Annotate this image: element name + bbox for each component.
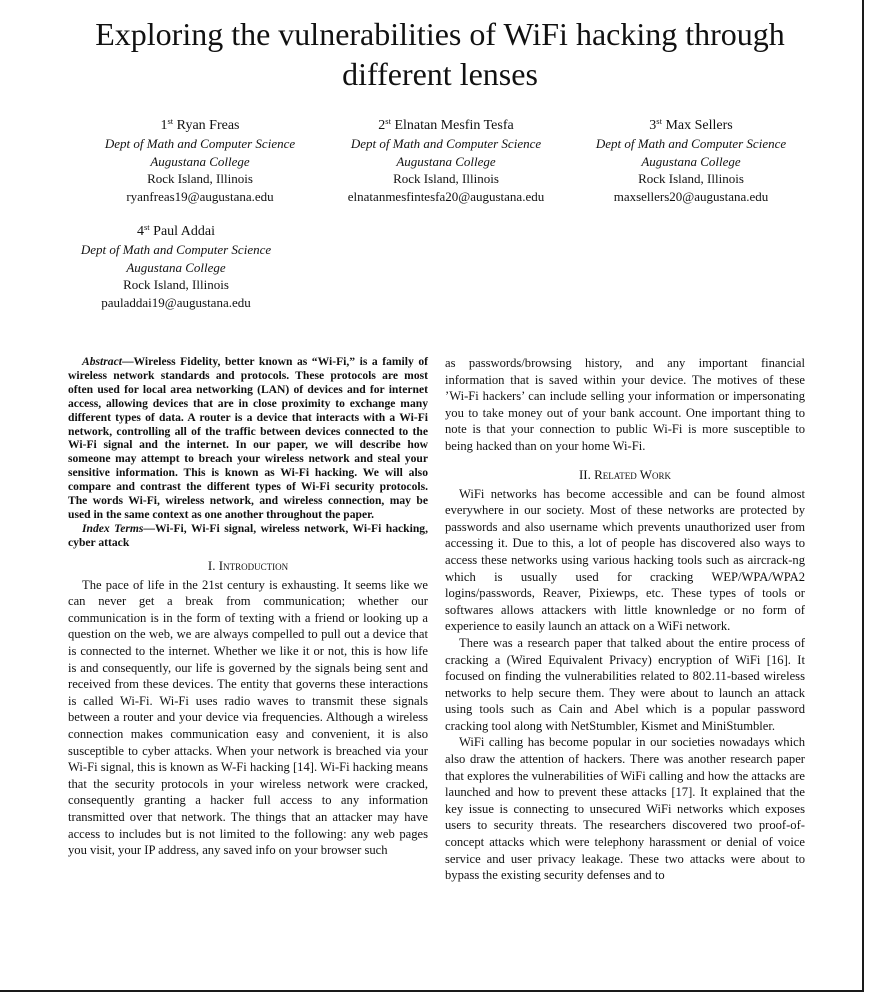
paper-title: Exploring the vulnerabilities of WiFi hacking through different lenses — [95, 16, 785, 92]
abstract — [68, 355, 428, 522]
author-email: ryanfreas19@augustana.edu — [126, 188, 274, 204]
author-block-4 — [56, 222, 296, 311]
author-college: Augustana College — [396, 153, 496, 169]
section-heading-related-work: II. Related Work — [578, 466, 672, 482]
introduction-continuation: as passwords/browsing history, and any important financial information that is saved within your device. The motives of these ’Wi-Fi hackers’ can include selling your information or impersonating you to take money out of your bank account. One important thing to note is that your connection to public Wi-Fi is more susceptible to being hacked than on your home Wi-Fi. — [445, 356, 805, 453]
author-email: pauladdai19@augustana.edu — [101, 294, 251, 310]
related-work-paragraph-3: WiFi calling has become popular in our societies nowadays which also draw the attention of hackers. There was another research paper that explores the vulnerabilities of WiFi calling and how the attacks are launched and how to prevent these attacks [17]. It explained that the key issue is connecting to unsecured WiFi networks which exposes users to security threats. The researchers discovered two proof-of-concept attacks which were telephony harassment or denial of voice service and user privacy leakage. These two attacks were about to bypass the existing security defenses and to — [445, 735, 805, 883]
author-name: 3st Max Sellers — [649, 116, 733, 133]
right-column — [445, 355, 805, 884]
author-dept: Dept of Math and Computer Science — [595, 136, 787, 151]
related-work-paragraph-1: WiFi networks has become accessible and can be found almost everywhere in our society. Most of these networks are protected by passwords and also username which prevents unauthorized user from accessing it. Due to this, a lot of people has discovered also ways to access these networks using various hacking tools such as aircrack-ng which is usually used for cracking WEP/WPA/WPA2 logins/passwords, Reaver, Pixiewps, etc. These types of tools or softwares allows attackers with little knownledge or no form of experience to easily launch an attack on a WiFi network. — [445, 486, 805, 634]
abstract-text: —Wireless Fidelity, better known as “Wi-Fi,” is a family of wireless network standards and protocols. These protocols are most often used for local area networking (LAN) of devices and for internet access, allowing devices that are in close proximity to exchange many different types of data. A router is a device that interacts with a Wi-Fi network, controlling all of the traffic between devices connected to the Wi-Fi signal and the internet. In our paper, we will describe how someone may attempt to breach your wireless network and steal your sensitive information. This is known as Wi-Fi hacking. We will also compare and contrast the different types of Wi-Fi security protocols. The words Wi-Fi, wireless network, and wireless connection, may be used in the same context as one another throughout the paper. — [68, 355, 428, 521]
author-college: Augustana College — [150, 153, 250, 169]
abstract-label: Abstract — [82, 355, 122, 368]
index-terms — [68, 522, 428, 550]
author-block-3 — [571, 116, 811, 205]
related-work-paragraph-2: There was a research paper that talked about the entire process of cracking a (Wired Equivalent Privacy) encryption of WiFi [16]. It focused on finding the vulnerabilities related to 802.11-based wireless networks to help secure them. They were about to launch an attack using tools such as Cain and Abel which is a popular password cracking tool along with NetStumbler, Kismet and MiniStumbler. — [445, 635, 805, 733]
author-block-1 — [80, 116, 320, 205]
author-name: 1st Ryan Freas — [160, 116, 240, 133]
index-terms-text: —Wi-Fi, Wi-Fi signal, wireless network, Wi-Fi hacking, cyber attack — [68, 521, 428, 549]
author-college: Augustana College — [126, 259, 226, 275]
author-location: Rock Island, Illinois — [638, 171, 744, 186]
author-dept: Dept of Math and Computer Science — [350, 136, 542, 151]
author-location: Rock Island, Illinois — [393, 171, 499, 186]
author-college: Augustana College — [641, 153, 741, 169]
author-name: 4st Paul Addai — [136, 222, 215, 239]
left-column — [68, 355, 428, 859]
author-dept: Dept of Math and Computer Science — [80, 242, 272, 257]
index-terms-label: Index Terms — [82, 521, 144, 535]
introduction-paragraph: The pace of life in the 21st century is exhausting. It seems like we can never get a break from communication; whether our communication is in the form of texting with a friend or looking up a question on the web, we are always compelled to pull out a device that is connected to the internet. Whether we like it or not, this is how life is and consequently, our life is governed by the signals being sent and received from these devices. The entity that governs these interactions is called Wi-Fi. Wi-Fi uses radio waves to transmit these signals between a router and your device via frequencies. Although a wireless connection makes communication easy and convenient, it is also susceptible to cyber attacks. When your network is breached via your Wi-Fi signal, this is known as W-Fi hacking [14]. Wi-Fi hacking means that the security protocols in your wireless network were cracked, consequently granting a hacker full access to any information transmitted over that network. The things that an attacker may have access to includes but is not limited to the following: any web pages you visit, your IP address, any saved info on your browser such — [68, 577, 428, 858]
author-email: maxsellers20@augustana.edu — [613, 188, 769, 204]
section-heading-introduction: I. Introduction — [207, 557, 289, 573]
author-location: Rock Island, Illinois — [147, 171, 253, 186]
author-dept: Dept of Math and Computer Science — [104, 136, 296, 151]
author-name: 2st Elnatan Mesfin Tesfa — [378, 116, 514, 133]
author-block-2 — [326, 116, 566, 205]
author-location: Rock Island, Illinois — [123, 277, 229, 292]
author-email: elnatanmesfintesfa20@augustana.edu — [347, 188, 545, 204]
